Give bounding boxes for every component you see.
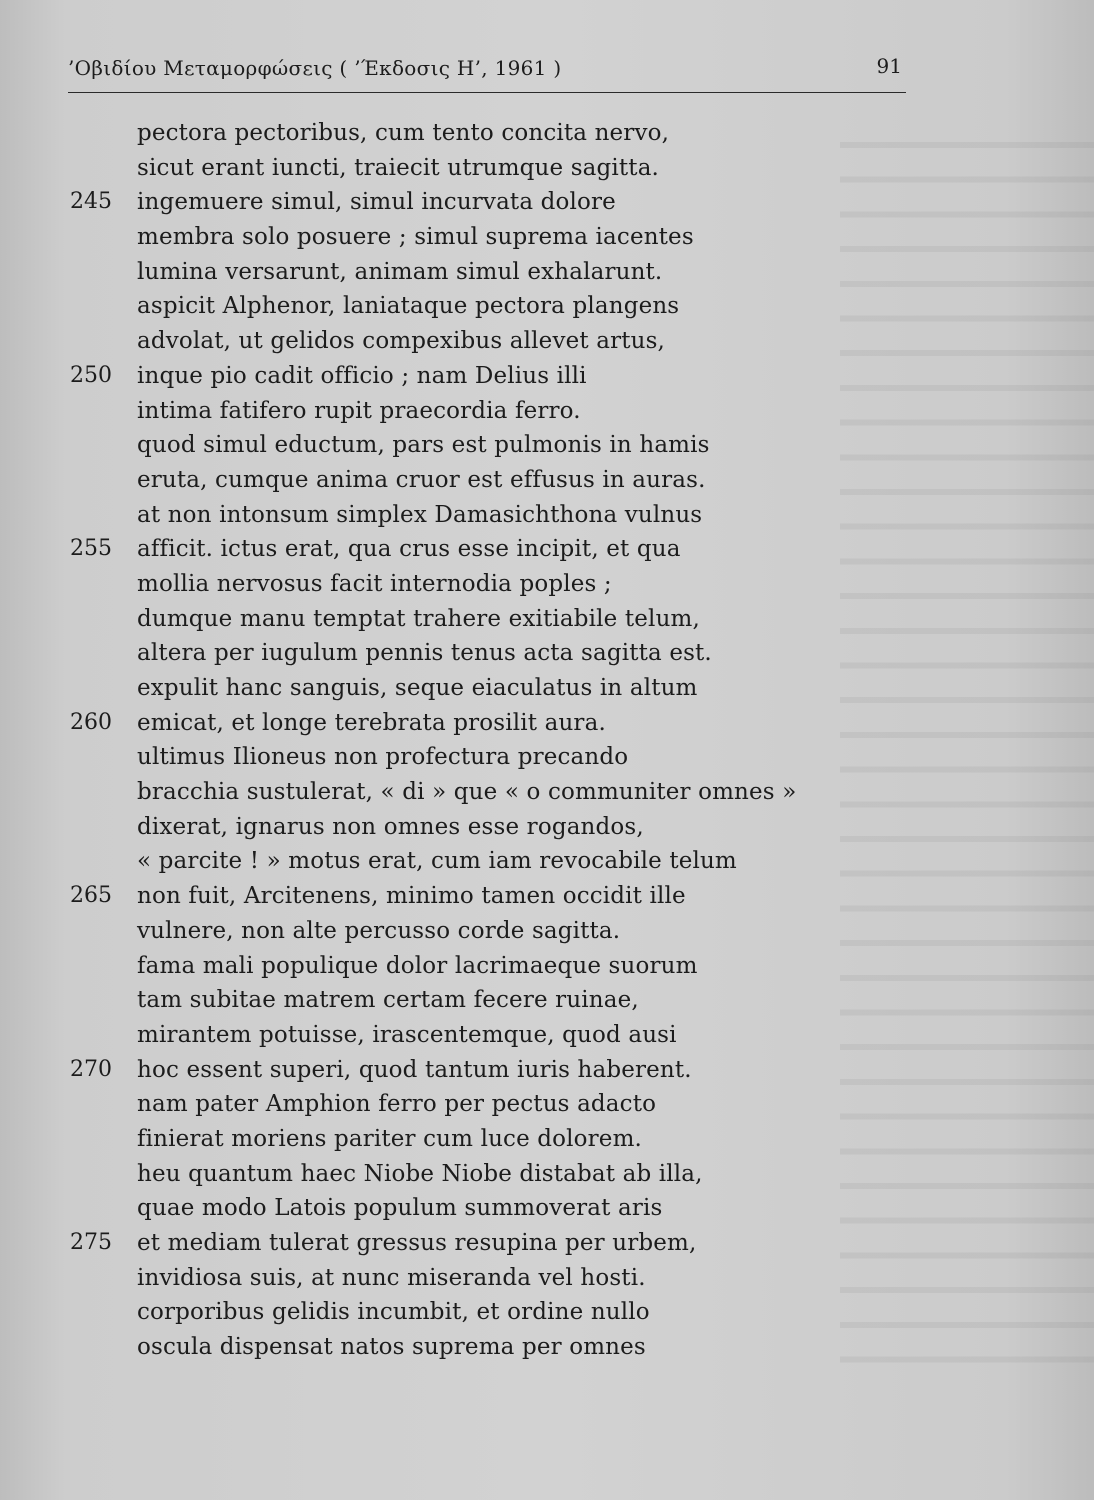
verse-line <box>0 636 1094 671</box>
verse-text: invidiosa suis, at nunc miseranda vel hosti. <box>137 1264 646 1291</box>
verse-line <box>0 1191 1094 1226</box>
verse-text: intima fatifero rupit praecordia ferro. <box>137 397 581 424</box>
verse-text: tam subitae matrem certam fecere ruinae, <box>137 987 639 1014</box>
verse-line <box>0 185 1094 220</box>
verse-text: hoc essent superi, quod tantum iuris haberent. <box>137 1056 692 1083</box>
verse-number: 255 <box>70 536 112 562</box>
verse-line <box>0 428 1094 463</box>
verse-line <box>0 1122 1094 1157</box>
verse-text: emicat, et longe terebrata prosilit aura. <box>137 709 606 736</box>
verse-text: mollia nervosus facit internodia poples ; <box>137 570 612 597</box>
verse-block <box>0 116 1094 1365</box>
verse-line <box>0 463 1094 498</box>
verse-text: altera per iugulum pennis tenus acta sagitta est. <box>137 640 712 667</box>
verse-text: expulit hanc sanguis, seque eiaculatus in altum <box>137 675 698 701</box>
verse-line <box>0 359 1094 394</box>
verse-text: non fuit, Arcitenens, minimo tamen occidit ille <box>137 883 686 910</box>
page-number: 91 <box>876 54 902 78</box>
verse-text: finierat moriens pariter cum luce dolorem. <box>137 1125 642 1152</box>
verse-line <box>0 289 1094 324</box>
verse-text: aspicit Alphenor, laniataque pectora plangens <box>137 293 680 320</box>
verse-text: et mediam tulerat gressus resupina per urbem, <box>137 1230 697 1256</box>
running-head-title: ’Οβιδίου Μεταμορφώσεις ( ’Έκδοσις Η’, 1961 ) <box>68 56 562 80</box>
verse-text: fama mali populique dolor lacrimaeque suorum <box>137 952 698 979</box>
verse-line <box>0 983 1094 1018</box>
verse-line <box>0 1087 1094 1122</box>
verse-text: mirantem potuisse, irascentemque, quod ausi <box>137 1021 677 1048</box>
verse-text: corporibus gelidis incumbit, et ordine nullo <box>137 1299 650 1326</box>
verse-line <box>0 810 1094 845</box>
verse-line <box>0 844 1094 879</box>
verse-line <box>0 671 1094 706</box>
verse-text: heu quantum haec Niobe Niobe distabat ab illa, <box>137 1160 703 1187</box>
verse-line <box>0 949 1094 984</box>
verse-line <box>0 1226 1094 1261</box>
verse-line <box>0 1157 1094 1192</box>
verse-line <box>0 1261 1094 1296</box>
verse-line <box>0 498 1094 533</box>
verse-line <box>0 1053 1094 1088</box>
verse-text: dumque manu temptat trahere exitiabile telum, <box>137 605 700 632</box>
verse-line <box>0 116 1094 151</box>
verse-number: 250 <box>70 362 112 388</box>
verse-line <box>0 220 1094 255</box>
verse-text: ultimus Ilioneus non profectura precando <box>137 744 629 771</box>
verse-text: membra solo posuere ; simul suprema iacentes <box>137 224 694 251</box>
running-head <box>68 52 906 93</box>
verse-text: eruta, cumque anima cruor est effusus in auras. <box>137 466 706 493</box>
verse-text: lumina versarunt, animam simul exhalarunt. <box>137 258 663 285</box>
verse-text: « parcite ! » motus erat, cum iam revocabile telum <box>137 848 737 875</box>
verse-line <box>0 1295 1094 1330</box>
verse-number: 275 <box>70 1230 112 1255</box>
verse-text: quod simul eductum, pars est pulmonis in hamis <box>137 432 710 459</box>
verse-number: 265 <box>70 883 112 909</box>
verse-text: quae modo Latois populum summoverat aris <box>137 1195 663 1222</box>
verse-line <box>0 602 1094 637</box>
verse-line <box>0 532 1094 567</box>
verse-text: dixerat, ignarus non omnes esse rogandos, <box>137 813 644 840</box>
verse-text: vulnere, non alte percusso corde sagitta. <box>137 917 621 944</box>
verse-line <box>0 255 1094 290</box>
verse-text: afficit. ictus erat, qua crus esse incipit, et qua <box>137 536 681 563</box>
verse-text: at non intonsum simplex Damasichthona vulnus <box>137 501 703 528</box>
verse-number: 260 <box>70 709 112 735</box>
verse-line <box>0 706 1094 741</box>
verse-text: nam pater Amphion ferro per pectus adacto <box>137 1091 657 1118</box>
verse-line <box>0 740 1094 775</box>
verse-line <box>0 1330 1094 1365</box>
verse-line <box>0 324 1094 359</box>
verse-text: oscula dispensat natos suprema per omnes <box>137 1334 646 1361</box>
verse-line <box>0 775 1094 810</box>
verse-number: 270 <box>70 1056 112 1082</box>
verse-text: pectora pectoribus, cum tento concita nervo, <box>137 120 670 146</box>
verse-line <box>0 394 1094 429</box>
verse-line <box>0 1018 1094 1053</box>
verse-line <box>0 914 1094 949</box>
verse-line <box>0 151 1094 186</box>
verse-line <box>0 879 1094 914</box>
verse-line <box>0 567 1094 602</box>
verse-text: inque pio cadit officio ; nam Delius illi <box>137 362 587 389</box>
verse-text: bracchia sustulerat, « di » que « o communiter omnes » <box>137 779 797 806</box>
verse-number: 245 <box>70 189 112 215</box>
verse-text: ingemuere simul, simul incurvata dolore <box>137 189 616 216</box>
verse-text: sicut erant iuncti, traiecit utrumque sagitta. <box>137 154 660 181</box>
verse-text: advolat, ut gelidos compexibus allevet artus, <box>137 328 665 355</box>
